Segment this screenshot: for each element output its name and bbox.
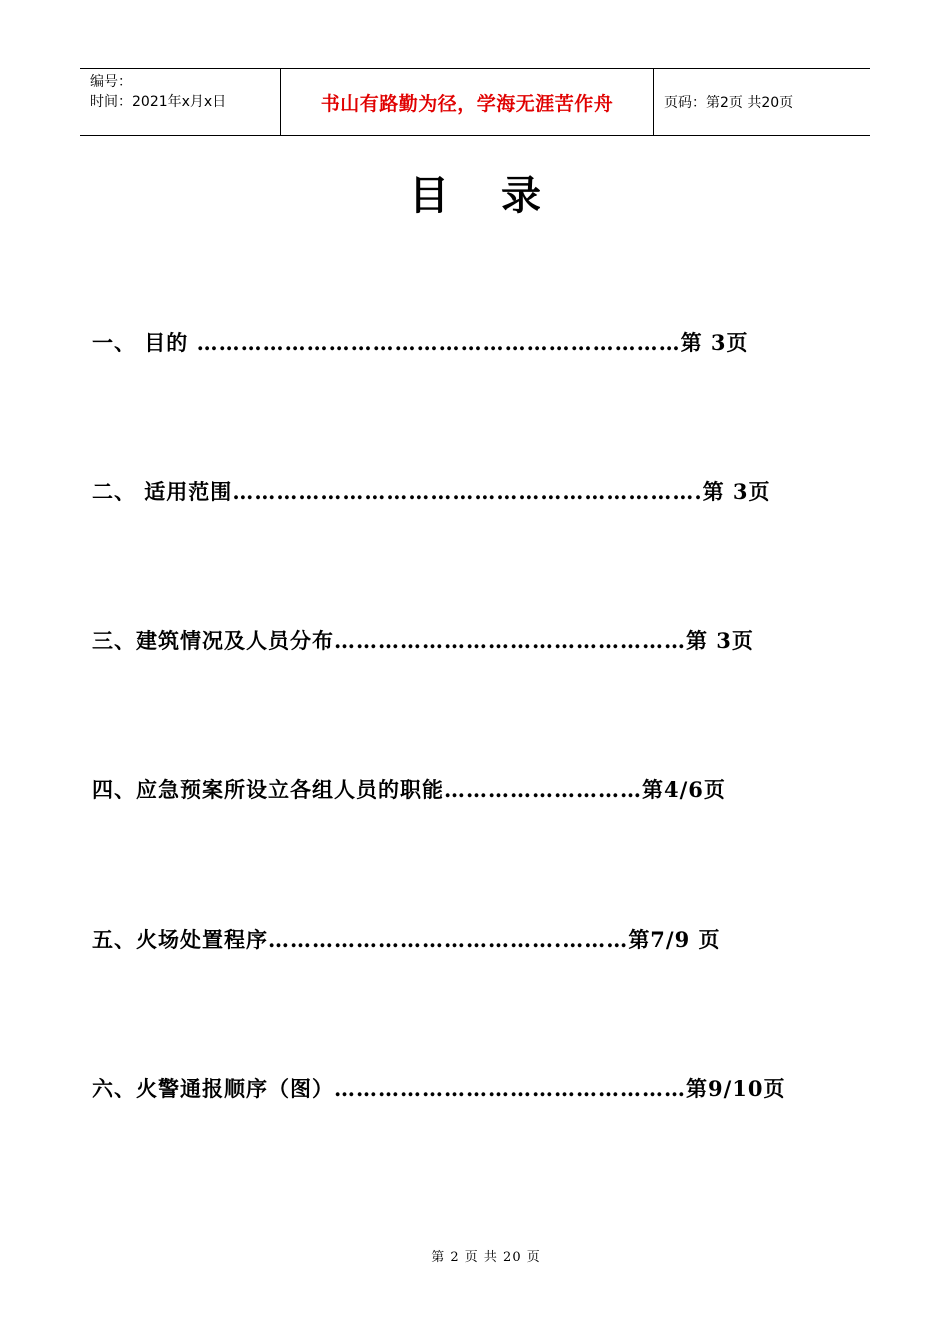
toc-item-leader: ………………………………………… [334, 628, 686, 653]
toc-item-page: 第 3页 [702, 479, 771, 504]
toc-item[interactable] [92, 477, 792, 507]
toc-item-label: 四、应急预案所设立各组人员的职能 [92, 777, 444, 802]
toc-item[interactable] [92, 328, 792, 358]
page-title: 目录 [409, 172, 593, 219]
toc-item-label: 一、 目的 [92, 330, 197, 355]
header-page-info [654, 69, 870, 135]
toc-item-label: 六、火警通报顺序（图） [92, 1076, 334, 1101]
header-meta [80, 69, 281, 135]
toc-item-leader: ………………………………………… [334, 1076, 686, 1101]
page-info-text: 页码：第2页 共20页 [664, 95, 794, 111]
toc-item-leader: ………………………………….……… [268, 927, 629, 952]
toc-item[interactable] [92, 775, 792, 805]
toc-item-page: 第7/9 页 [628, 927, 721, 952]
motto-text: 书山有路勤为径，学海无涯苦作舟 [320, 92, 614, 115]
toc-item-page: 第 3页 [680, 330, 749, 355]
document-time-label: 时间：2021年x月x日 [90, 94, 227, 110]
toc-item-label: 五、火场处置程序 [92, 927, 268, 952]
page-header [80, 68, 870, 136]
toc-item-page: 第 3页 [686, 628, 754, 653]
header-motto [281, 69, 654, 135]
toc-item[interactable] [92, 1074, 792, 1104]
document-number-label: 编号： [90, 74, 132, 90]
toc-item-leader: ………………………………………………………. [232, 479, 703, 504]
toc-item[interactable] [92, 626, 792, 656]
toc-item-page: 第9/10页 [686, 1076, 786, 1101]
toc-item-label: 三、建筑情况及人员分布 [92, 628, 334, 653]
toc-item-leader: ………………………………………………………… [196, 330, 681, 355]
toc-item-leader: ……………………… [444, 777, 642, 802]
page-footer: 第 2 页 共 20 页 [431, 1250, 541, 1265]
toc-item-label: 二、 适用范围 [92, 479, 233, 504]
toc-item[interactable] [92, 925, 792, 955]
toc-item-page: 第4/6页 [642, 777, 726, 802]
